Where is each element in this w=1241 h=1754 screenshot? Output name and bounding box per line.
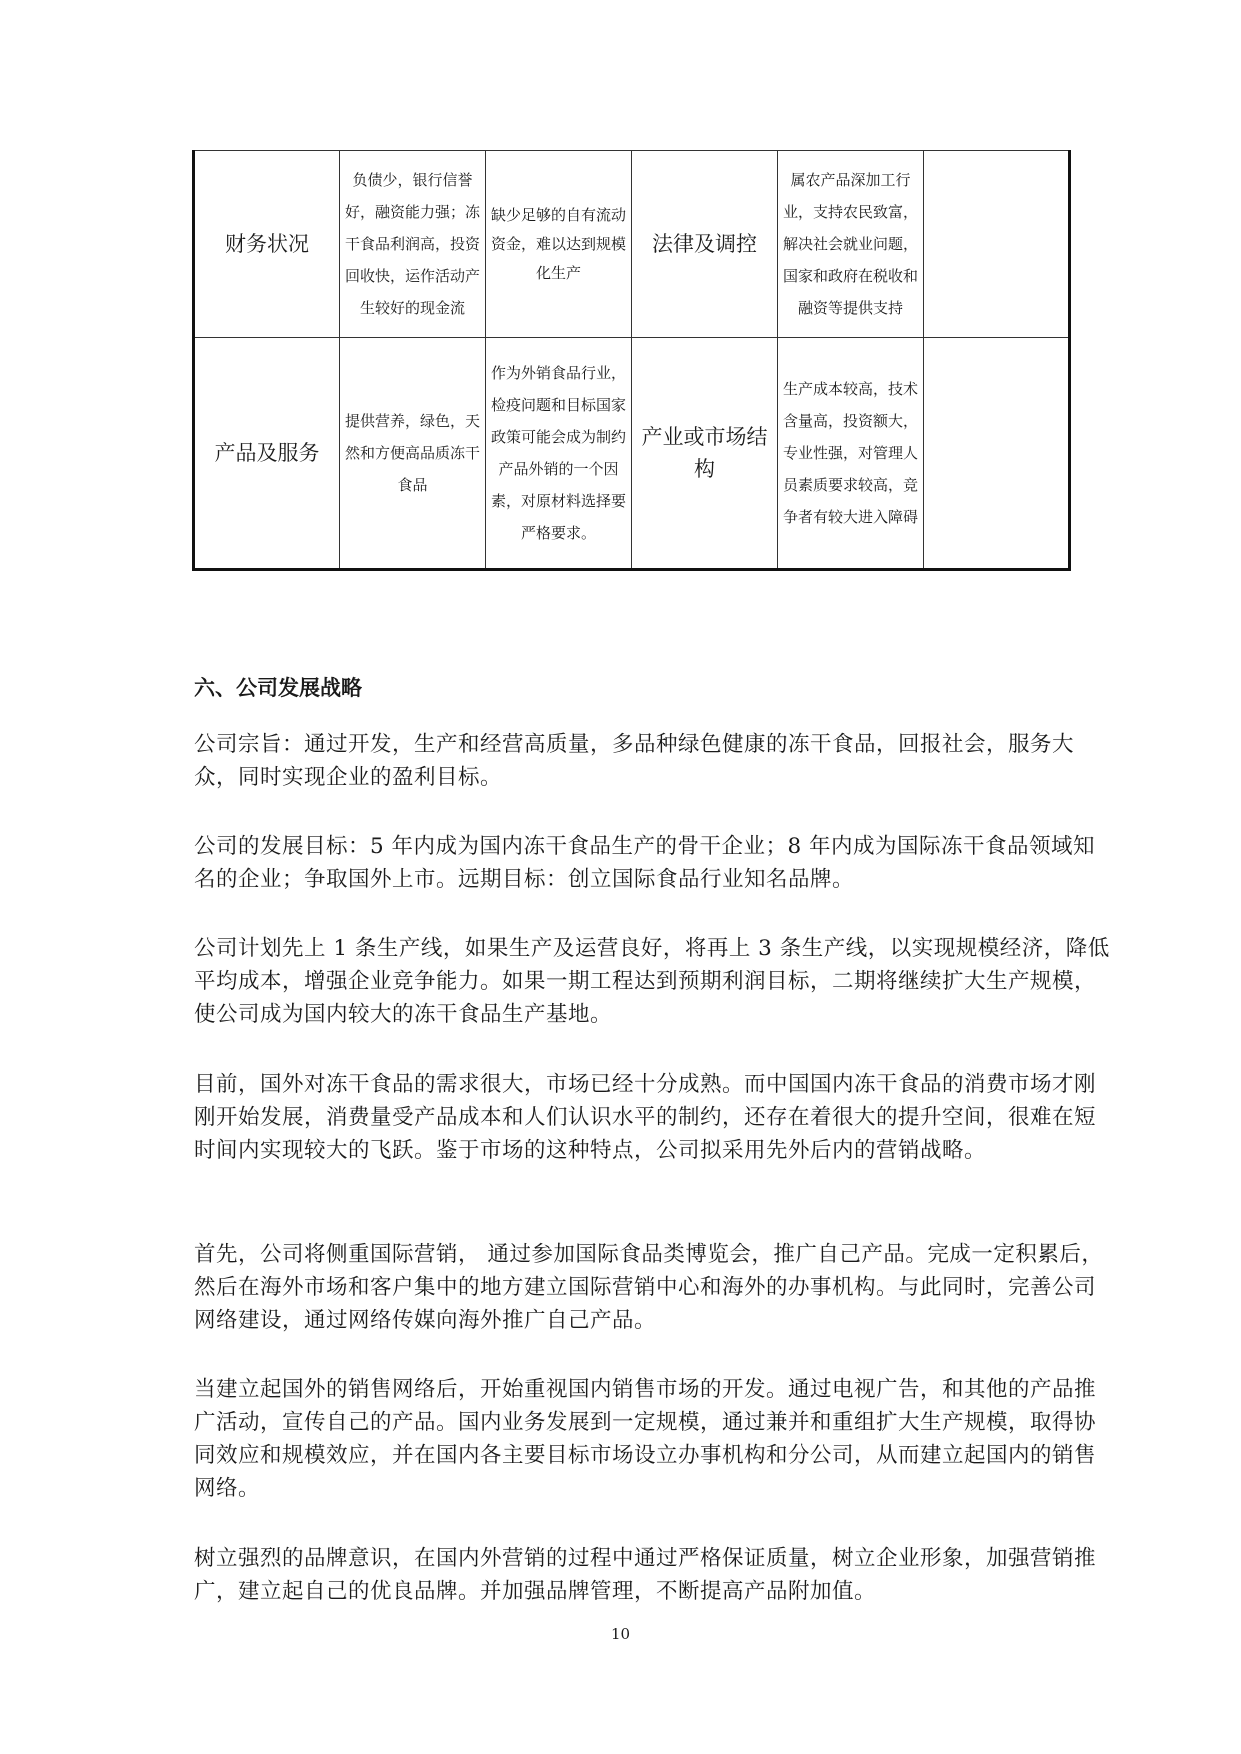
threat-cell bbox=[924, 338, 1070, 570]
threat-cell bbox=[924, 151, 1070, 338]
table-row bbox=[194, 151, 1070, 338]
opportunity-cell: 属农产品深加工行业，支持农民致富，解决社会就业问题，国家和政府在税收和融资等提供支持 bbox=[778, 151, 924, 338]
paragraph-brand: 树立强烈的品牌意识，在国内外营销的过程中通过严格保证质量，树立企业形象，加强营销推广，建立起自己的优良品牌。并加强品牌管理，不断提高产品附加值。 bbox=[194, 1546, 1097, 1604]
paragraph-market: 目前，国外对冻干食品的需求很大，市场已经十分成熟。而中国国内冻干食品的消费市场才刚刚开始发展，消费量受产品成本和人们认识水平的制约，还存在着很大的提升空间，很难在短时间内实现较大的飞跃。鉴于市场的这种特点，公司拟采用先外后内的营销战略。 bbox=[194, 1072, 1097, 1163]
paragraph-mission: 公司宗旨：通过开发，生产和经营高质量，多品种绿色健康的冻干食品，回报社会，服务大众，同时实现企业的盈利目标。 bbox=[194, 732, 1075, 790]
row-label-product: 产品及服务 bbox=[194, 338, 340, 570]
row-label-industry: 产业或市场结构 bbox=[632, 338, 778, 570]
page-number: 10 bbox=[610, 1625, 631, 1643]
paragraph-goals: 公司的发展目标：5 年内成为国内冻干食品生产的骨干企业；8 年内成为国际冻干食品领域知名的企业；争取国外上市。远期目标：创立国际食品行业知名品牌。 bbox=[194, 834, 1096, 892]
section-heading: 六、公司发展战略 bbox=[194, 676, 362, 700]
strength-cell: 提供营养，绿色，天然和方便高品质冻干食品 bbox=[340, 338, 486, 570]
opportunity-cell: 生产成本较高，技术含量高，投资额大，专业性强，对管理人员素质要求较高，竞争者有较大进入障碍 bbox=[778, 338, 924, 570]
paragraph-plan: 公司计划先上 1 条生产线，如果生产及运营良好，将再上 3 条生产线，以实现规模经济，降低平均成本，增强企业竞争能力。如果一期工程达到预期利润目标，二期将继续扩大生产规模，使公司成为国内较大的冻干食品生产基地。 bbox=[194, 936, 1110, 1027]
row-label-legal: 法律及调控 bbox=[632, 151, 778, 338]
paragraph-domestic: 当建立起国外的销售网络后，开始重视国内销售市场的开发。通过电视广告，和其他的产品推广活动，宣传自己的产品。国内业务发展到一定规模，通过兼并和重组扩大生产规模，取得协同效应和规模效应，并在国内各主要目标市场设立办事机构和分公司，从而建立起国内的销售网络。 bbox=[194, 1377, 1097, 1501]
weakness-cell: 作为外销食品行业，检疫问题和目标国家政策可能会成为制约产品外销的一个因素，对原材料选择要严格要求。 bbox=[486, 338, 632, 570]
swot-table bbox=[192, 150, 1071, 571]
paragraph-international: 首先，公司将侧重国际营销， 通过参加国际食品类博览会，推广自己产品。完成一定积累后，然后在海外市场和客户集中的地方建立国际营销中心和海外的办事机构。与此同时，完善公司网络建设，通过网络传媒向海外推广自己产品。 bbox=[194, 1242, 1104, 1333]
table-row bbox=[194, 338, 1070, 570]
strength-cell: 负债少，银行信誉好，融资能力强；冻干食品利润高，投资回收快，运作活动产生较好的现金流 bbox=[340, 151, 486, 338]
weakness-cell: 缺少足够的自有流动资金，难以达到规模化生产 bbox=[486, 151, 632, 338]
row-label-financial: 财务状况 bbox=[194, 151, 340, 338]
